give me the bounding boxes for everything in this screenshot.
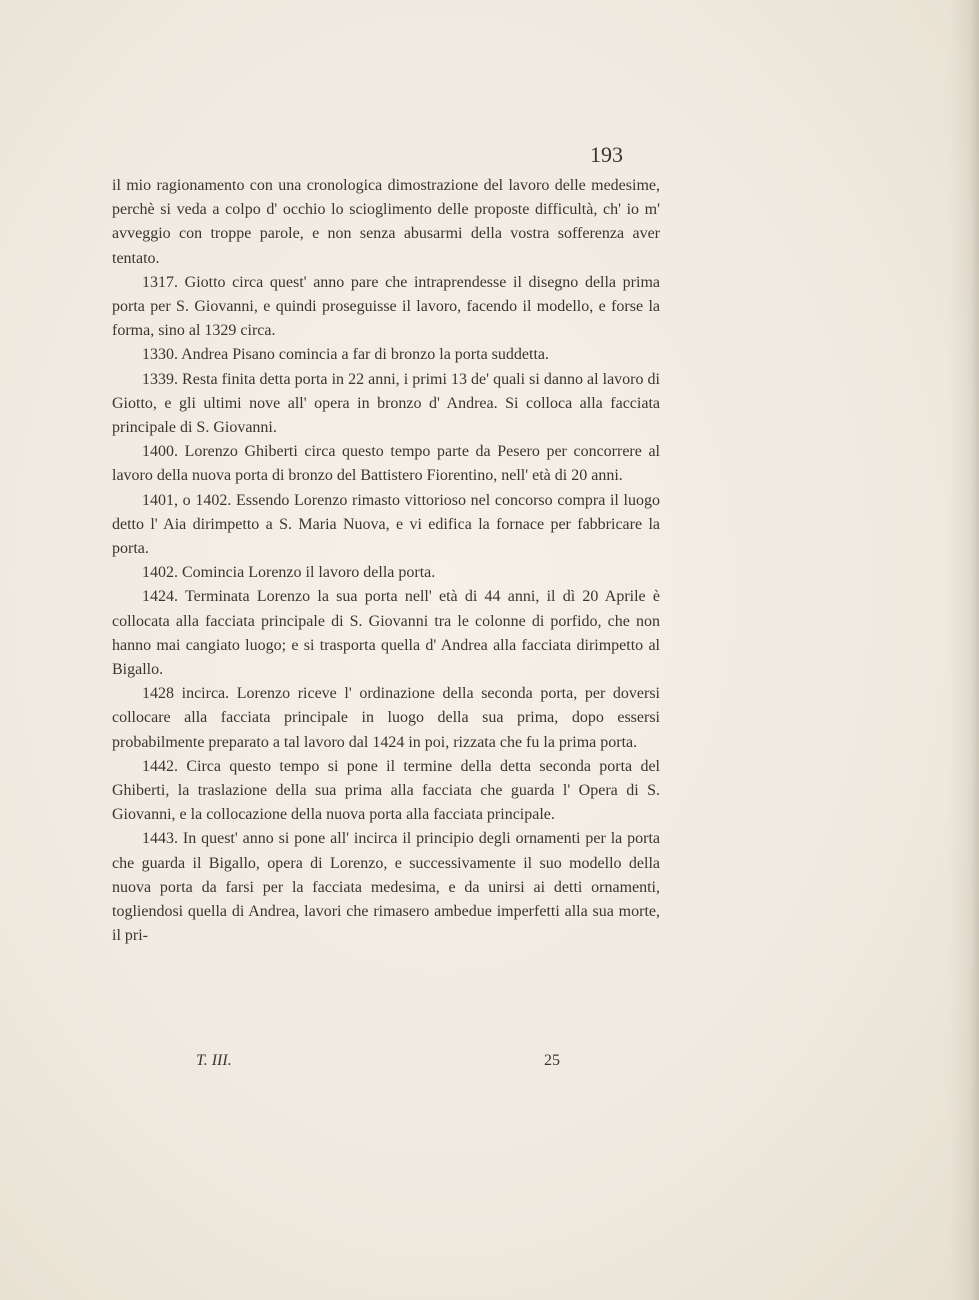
paragraph-1443: 1443. In quest' anno si pone all' incirca il principio degli ornamenti per la porta che guarda il Bigallo, opera di Lorenzo, e successivamente il suo modello della nuova porta da farsi per la facciata medesima, e da unirsi ai detti ornamenti, togliendosi quella di Andrea, lavori che rimasero ambedue imperfetti alla sua morte, il pri- bbox=[112, 830, 660, 945]
paragraph-1424: 1424. Terminata Lorenzo la sua porta nell' età di 44 anni, il dì 20 Aprile è collocata alla facciata principale di S. Giovanni tra le colonne di porfido, che non hanno mai cangiato luogo; e si trasporta quella d' Andrea alla facciata dirimpetto al Bigallo. bbox=[112, 588, 660, 679]
paragraph-intro: il mio ragionamento con una cronologica dimostrazione del lavoro delle medesime, perchè si veda a colpo d' occhio lo scioglimento delle proposte difficultà, ch' io m' avveggio con troppe parole, e non senza abusarmi della vostra sofferenza aver tentato. bbox=[112, 177, 660, 267]
page-number: 193 bbox=[590, 142, 623, 167]
signature-mark: T. III. bbox=[196, 1052, 232, 1069]
paragraph-1317: 1317. Giotto circa quest' anno pare che intraprendesse il disegno della prima porta per S. Giovanni, e quindi proseguisse il lavoro, facendo il modello, e forse la forma, sino al 1329 circa. bbox=[112, 273, 660, 340]
paragraph-1400: 1400. Lorenzo Ghiberti circa questo tempo parte da Pesero per concorrere al lavoro della nuova porta di bronzo del Battistero Fiorentino, nell' età di 20 anni. bbox=[112, 443, 660, 485]
folio-number: 25 bbox=[544, 1052, 560, 1069]
paragraph-1339: 1339. Resta finita detta porta in 22 anni, i primi 13 de' quali si danno al lavoro di Giotto, e gli ultimi nove all' opera in bronzo d' Andrea. Si colloca alla facciata principale di S. Giovanni. bbox=[112, 370, 660, 437]
paragraph-1402: 1402. Comincia Lorenzo il lavoro della porta. bbox=[142, 564, 436, 582]
page-footer bbox=[112, 1052, 660, 1076]
paragraph-1442: 1442. Circa questo tempo si pone il termine della detta seconda porta del Ghiberti, la traslazione della sua prima alla facciata che guarda l' Opera di S. Giovanni, e la collocazione della nuova porta alla facciata principale. bbox=[112, 757, 660, 824]
paragraph-1330: 1330. Andrea Pisano comincia a far di bronzo la porta suddetta. bbox=[142, 346, 549, 364]
page-edge-shadow bbox=[949, 0, 979, 1300]
body-text bbox=[112, 174, 660, 949]
paragraph-1428: 1428 incirca. Lorenzo riceve l' ordinazione della seconda porta, per doversi collocare alla facciata principale in luogo della sua prima, dopo essersi probabilmente preparato a tal lavoro dal 1424 in poi, rizzata che fu la prima porta. bbox=[112, 685, 660, 751]
paragraph-1401: 1401, o 1402. Essendo Lorenzo rimasto vittorioso nel concorso compra il luogo detto l' Aia dirimpetto a S. Maria Nuova, e vi edifica la fornace per fabbricare la porta. bbox=[112, 491, 660, 558]
